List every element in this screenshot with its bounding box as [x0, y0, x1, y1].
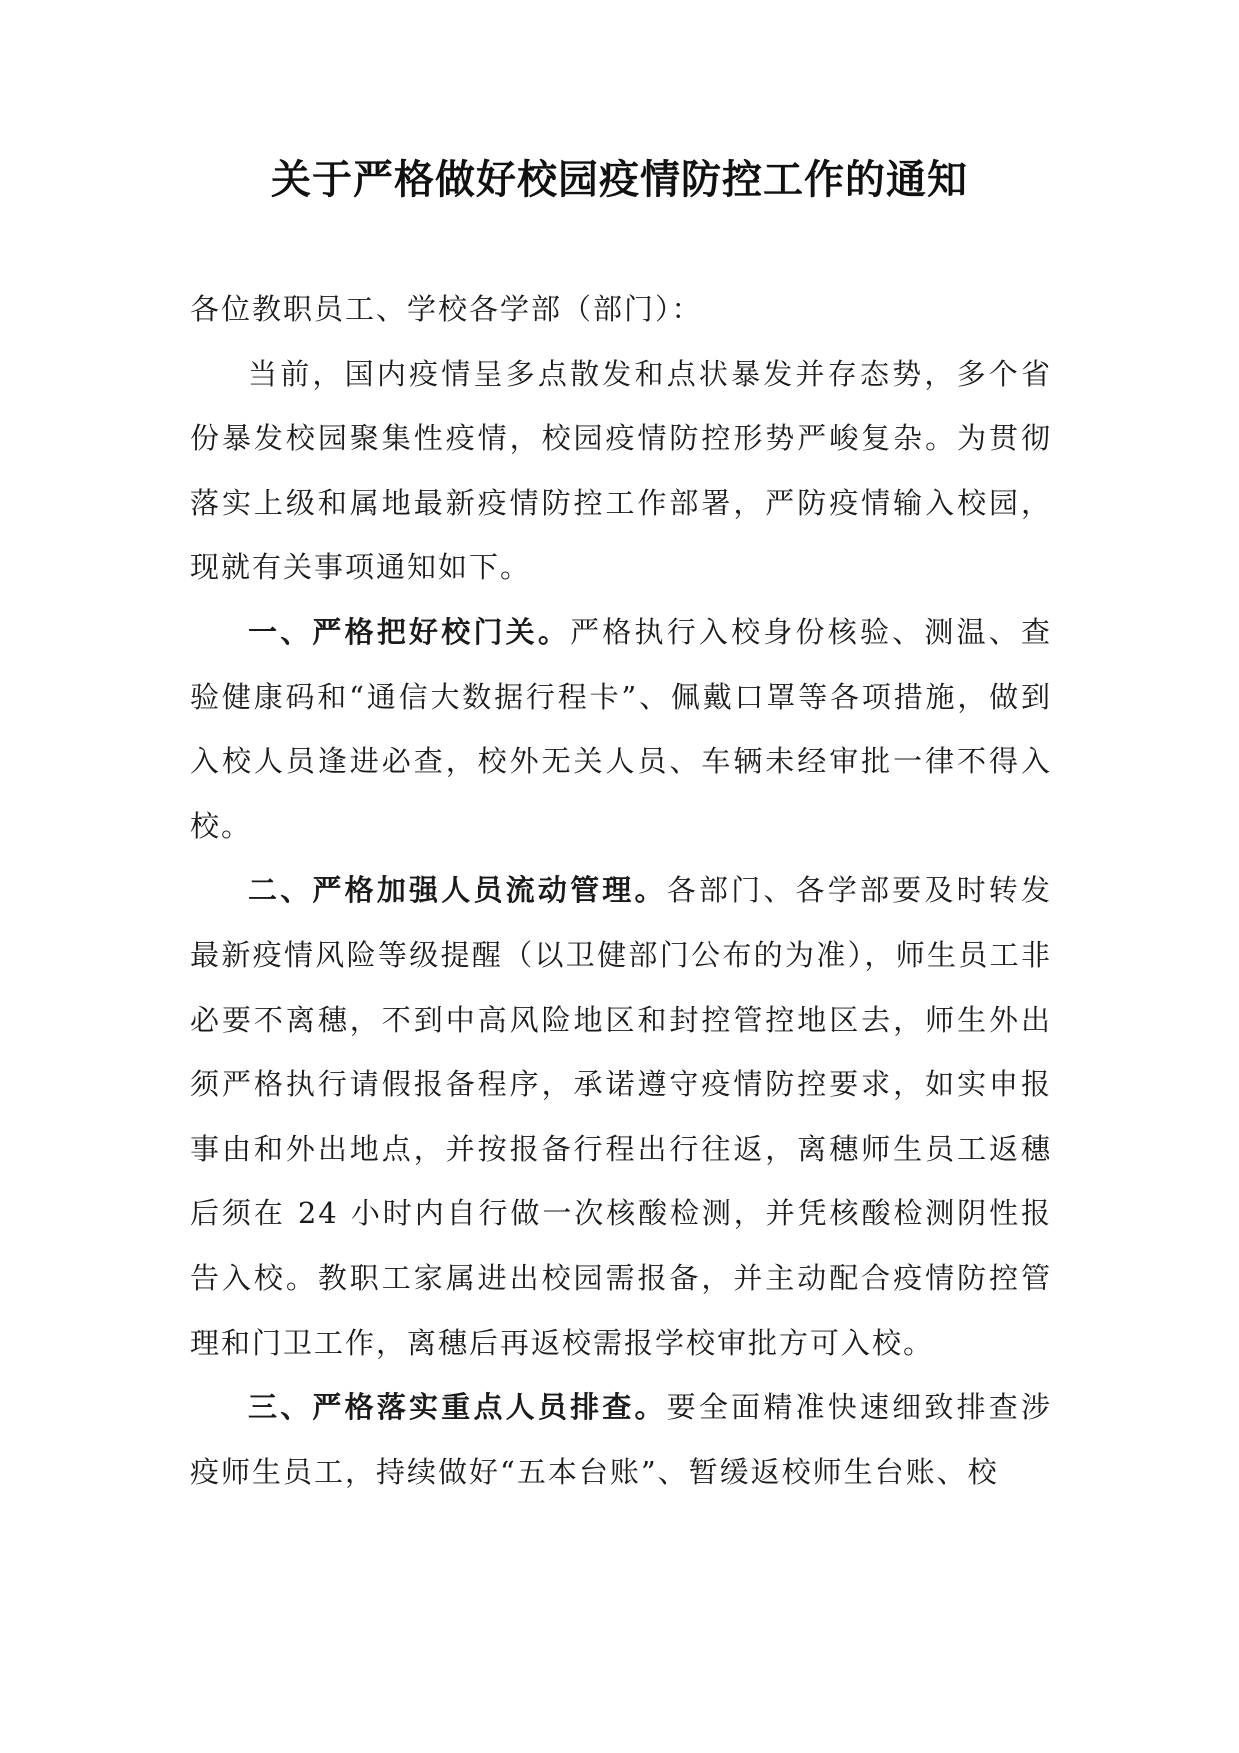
intro-paragraph: 当前，国内疫情呈多点散发和点状暴发并存态势，多个省份暴发校园聚集性疫情，校园疫情防控形势严峻复杂。为贯彻落实上级和属地最新疫情防控工作部署，严防疫情输入校园，现就有关事项通知如下。: [190, 356, 1052, 585]
section-paragraph: [190, 858, 1052, 1375]
section-text: 严格执行入校身份核验、测温、查验健康码和“通信大数据行程卡”、佩戴口罩等各项措施，做到入校人员逢进必查，校外无关人员、车辆未经审批一律不得入校。: [190, 614, 1052, 843]
section-text: 要全面精准快速细致排查涉疫师生员工，持续做好“五本台账”、暂缓返校师生台账、校: [190, 1390, 1052, 1489]
section-heading: 一、严格把好校门关。: [248, 614, 571, 649]
section-text: 各部门、各学部要及时转发最新疫情风险等级提醒（以卫健部门公布的为准），师生员工非必要不离穗，不到中高风险地区和封控管控地区去，师生外出须严格执行请假报备程序，承诺遵守疫情防控要求，如实申报事由和外出地点，并按报备行程出行往返，离穗师生员工返穗后须在 24 小时内自行做一次核酸检测，并凭核酸检测阴性报告入校。教职工家属进出校园需报备，并主动配合疫情防控管理和门卫工作，离穗后再返校需报学校审批方可入校。: [190, 873, 1052, 1360]
section-heading: 二、严格加强人员流动管理。: [248, 873, 667, 908]
section-heading: 三、严格落实重点人员排查。: [248, 1390, 667, 1425]
document-body: [190, 277, 1052, 1504]
salutation: 各位教职员工、学校各学部（部门）：: [190, 292, 703, 326]
section-paragraph: [190, 1375, 1052, 1504]
document-title: 关于严格做好校园疫情防控工作的通知: [271, 157, 968, 203]
section-paragraph: [190, 600, 1052, 858]
